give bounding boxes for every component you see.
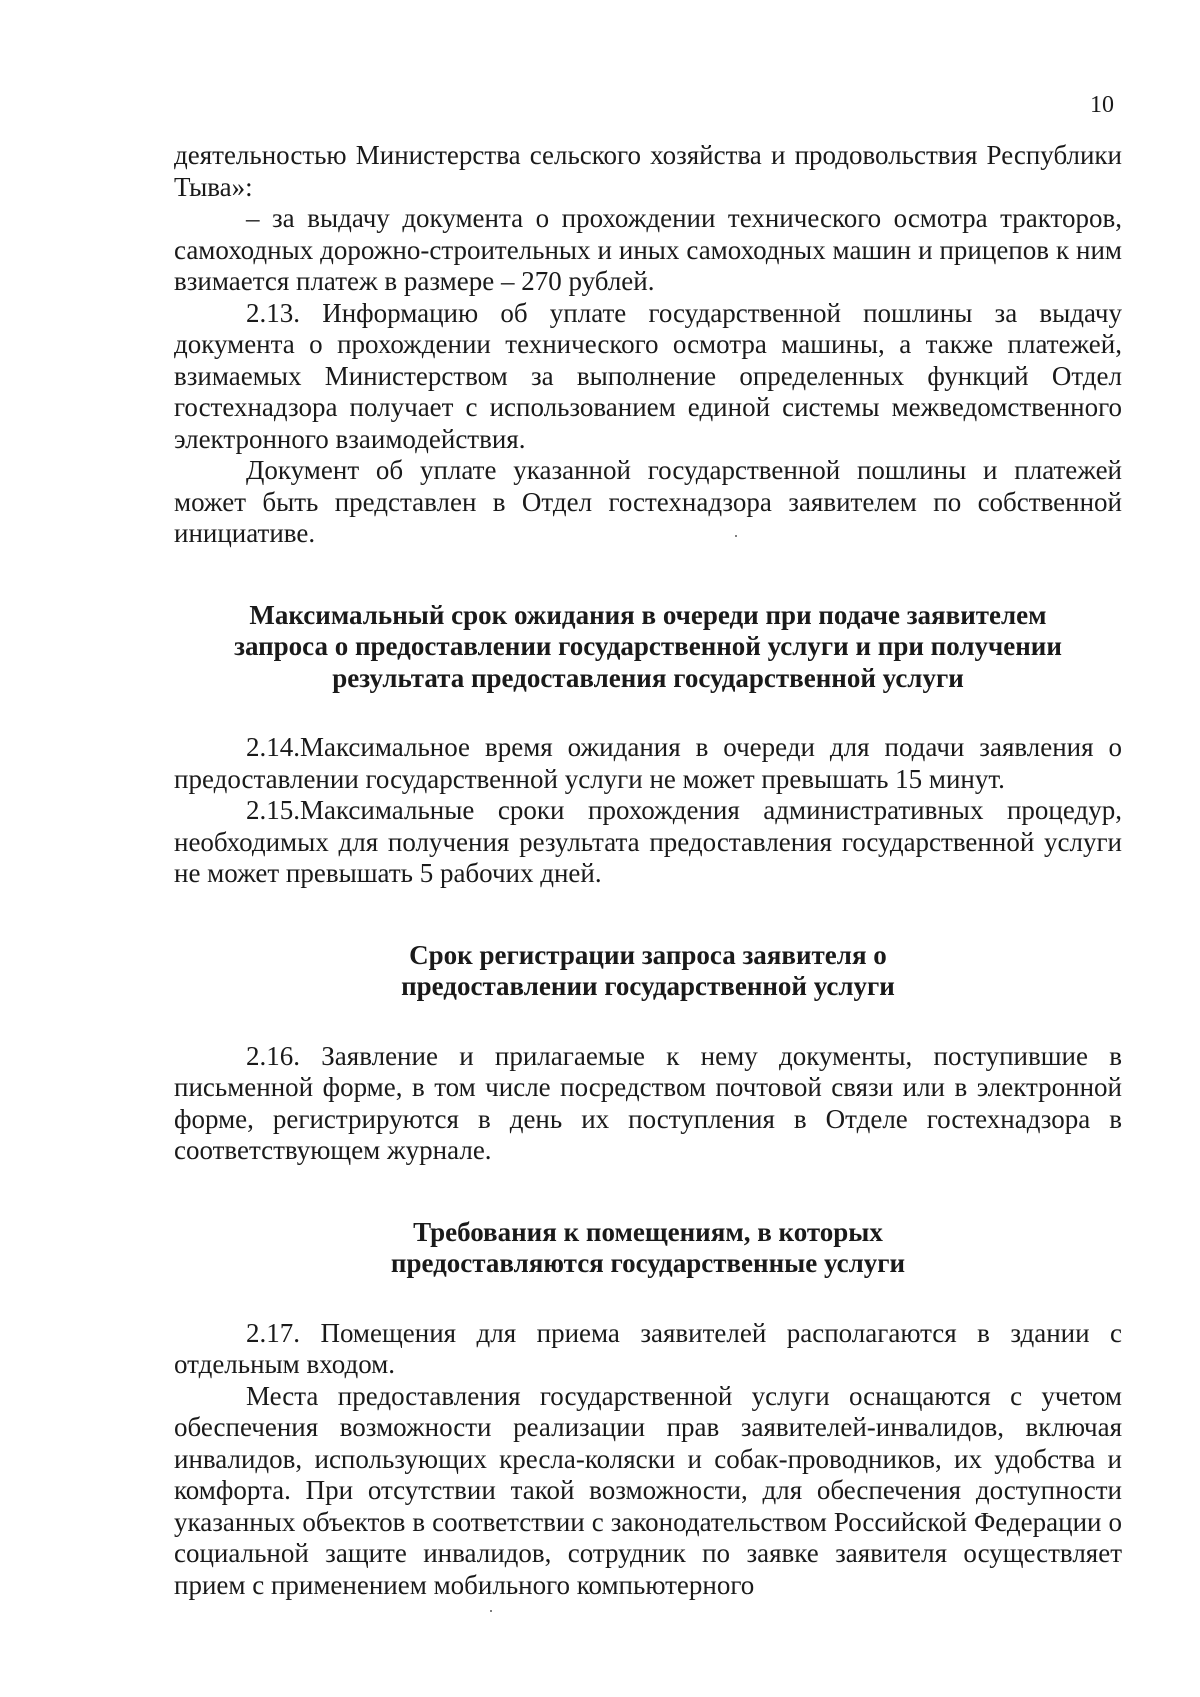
section-heading-premises: Требования к помещениям, в которых предоставляются государственные услуги [390,1216,906,1278]
paragraph-2-15: 2.15.Максимальные сроки прохождения административных процедур, необходимых для получения результата предоставления государственной услуги не может превышать 5 рабочих дней. [174,795,1122,888]
paragraph-2-17: 2.17. Помещения для приема заявителей располагаются в здании с отдельным входом. [174,1317,1122,1379]
spacer [174,890,1122,940]
paragraph-2-13: 2.13. Информацию об уплате государственной пошлины за выдачу документа о прохождении технического осмотра машины, а также платежей, взимаемых Министерством за выполнение определенных функций Отдел гостехнадзора получает с использованием единой системы межведомственного электронного взаимодействия. [174,297,1122,454]
paragraph-fee-item: – за выдачу документа о прохождении технического осмотра тракторов, самоходных дорожно-строительных и иных самоходных машин и прицепов к ним взимается платеж в размере – 270 рублей. [174,203,1122,296]
spacer [174,1167,1122,1217]
spacer [174,694,1122,732]
document-body [174,140,1122,1601]
page-number: 10 [1090,92,1114,118]
section-heading-queue-time: Максимальный срок ожидания в очереди при подаче заявителем запроса о предоставлении государственной услуги и при получении результата предоставления государственной услуги [234,599,1062,693]
section-heading-registration: Срок регистрации запроса заявителя о предоставлении государственной услуги [401,939,895,1001]
paragraph-continuation: деятельностью Министерства сельского хозяйства и продовольствия Республики Тыва»: [174,140,1122,202]
spacer [174,550,1122,600]
spacer [174,1280,1122,1318]
spacer [174,1003,1122,1041]
paragraph-payment-document: Документ об уплате указанной государственной пошлины и платежей может быть представлен в Отдел гостехнадзора заявителем по собственной инициативе. [174,455,1122,548]
paragraph-2-14: 2.14.Максимальное время ожидания в очереди для подачи заявления о предоставлении государственной услуги не может превышать 15 минут. [174,732,1122,794]
scan-speck [735,535,737,537]
paragraph-accessibility: Места предоставления государственной услуги оснащаются с учетом обеспечения возможности реализации прав заявителей-инвалидов, включая инвалидов, использующих кресла-коляски и собак-проводников, их удобства и комфорта. При отсутствии такой возможности, для обеспечения доступности указанных объектов в соответствии с законодательством Российской Федерации о социальной защите инвалидов, сотрудник по заявке заявителя осуществляет прием с применением мобильного компьютерного [174,1380,1122,1600]
paragraph-2-16: 2.16. Заявление и прилагаемые к нему документы, поступившие в письменной форме, в том числе посредством почтовой связи или в электронной форме, регистрируются в день их поступления в Отделе гостехнадзора в соответствующем журнале. [174,1040,1122,1165]
scan-speck [490,1610,492,1612]
